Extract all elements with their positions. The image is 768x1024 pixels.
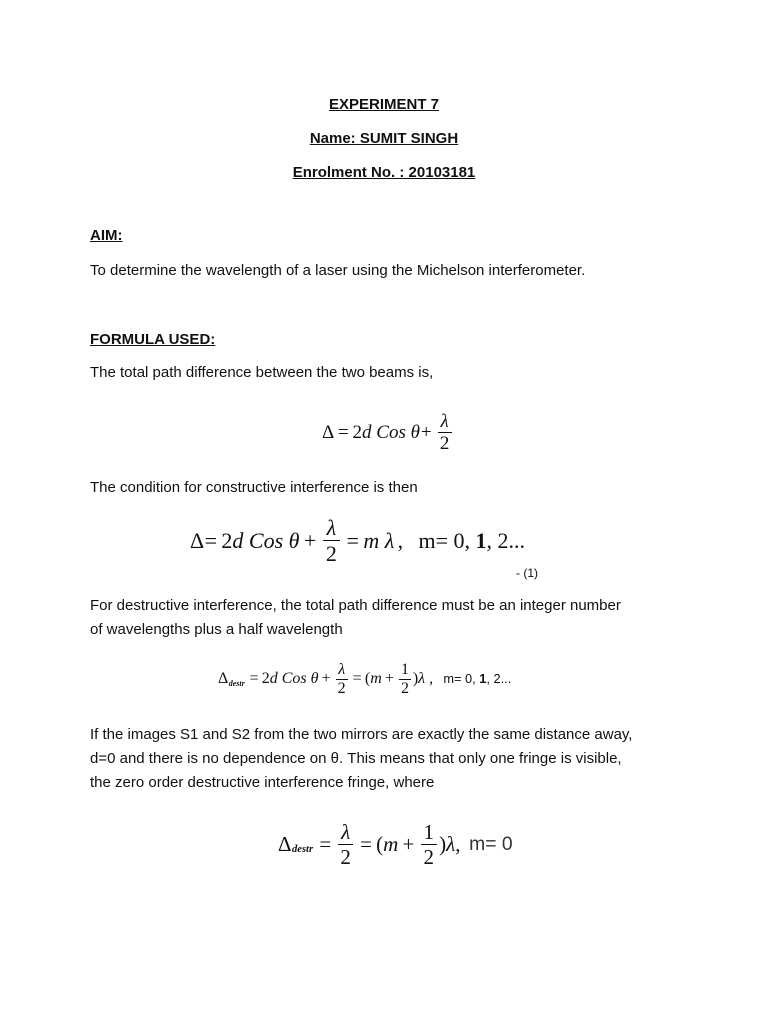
- plus-sign: +: [321, 670, 331, 688]
- destr-subscript: destr: [228, 678, 245, 688]
- equals-sign: =: [360, 832, 372, 857]
- equals-sign: =: [338, 422, 349, 444]
- condition-bold-one: 1: [479, 671, 487, 687]
- zero-order-intro-line-2: d=0 and there is no dependence on θ. This means that only one fringe is visible,: [90, 750, 622, 767]
- plus-sign: +: [420, 422, 432, 444]
- delta-symbol: Δ: [322, 422, 335, 444]
- comma: ,: [429, 670, 434, 688]
- aim-text: To determine the wavelength of a laser using the Michelson interferometer.: [90, 262, 586, 279]
- constructive-intro: The condition for constructive interference is then: [90, 479, 418, 496]
- equals-sign: =: [346, 527, 359, 553]
- fraction-numerator: λ: [341, 820, 351, 844]
- destr-subscript: destr: [292, 844, 314, 856]
- open-parenthesis: (: [376, 832, 384, 857]
- m-lambda-term: m λ: [363, 527, 395, 553]
- path-difference-intro: The total path difference between the two beams is,: [90, 364, 434, 381]
- enrolment-number: Enrolment No. : 20103181: [292, 164, 476, 181]
- order-variable: m: [370, 670, 382, 688]
- one-half-fraction: [421, 822, 437, 868]
- fraction-numerator: 1: [401, 661, 409, 678]
- fraction-numerator: λ: [440, 411, 449, 432]
- fraction-denominator: 2: [323, 540, 339, 564]
- equals-sign: =: [204, 527, 218, 553]
- lambda-half-fraction: [323, 517, 339, 565]
- fraction-denominator: 2: [421, 844, 437, 867]
- comma: ,: [455, 832, 461, 857]
- open-parenthesis: (: [364, 670, 371, 688]
- comma: ,: [397, 527, 404, 553]
- aim-heading: AIM:: [90, 227, 123, 244]
- order-variable: m: [383, 832, 399, 857]
- equals-sign: =: [319, 832, 332, 857]
- fraction-numerator: λ: [338, 661, 346, 678]
- coefficient: 2: [221, 527, 233, 553]
- plus-sign: +: [402, 832, 415, 857]
- fraction-denominator: 2: [401, 679, 409, 697]
- condition-suffix: , 2...: [486, 671, 512, 687]
- coefficient: 2: [352, 422, 363, 444]
- lambda-half-fraction: [438, 412, 452, 453]
- equals-sign: =: [352, 670, 362, 688]
- delta-symbol: Δ: [278, 832, 292, 857]
- cos-term: d Cos θ: [362, 422, 420, 444]
- lambda-half-fraction: [336, 662, 348, 697]
- order-condition: m= 0: [469, 834, 513, 856]
- experiment-title: EXPERIMENT 7: [328, 96, 440, 113]
- condition-prefix: m= 0,: [443, 671, 480, 687]
- one-half-fraction: [399, 662, 411, 697]
- equation-destructive: [218, 662, 511, 697]
- equation-number-label: - (1): [516, 566, 538, 580]
- zero-order-intro-line-3: the zero order destructive interference fringe, where: [90, 774, 435, 791]
- zero-order-intro-line-1: If the images S1 and S2 from the two mirrors are exactly the same distance away,: [90, 726, 633, 743]
- lambda-symbol: λ: [418, 670, 426, 688]
- student-name: Name: SUMIT SINGH: [309, 130, 459, 147]
- plus-sign: +: [303, 527, 317, 553]
- lambda-symbol: λ: [446, 832, 456, 857]
- fraction-denominator: 2: [338, 844, 354, 867]
- equation-path-difference: [322, 412, 454, 453]
- fraction-denominator: 2: [337, 679, 346, 697]
- condition-prefix: m= 0,: [418, 527, 476, 553]
- condition-suffix: , 2...: [486, 527, 525, 553]
- equals-sign: =: [249, 670, 259, 688]
- delta-symbol: Δ: [190, 527, 205, 553]
- condition-bold-one: 1: [475, 527, 487, 553]
- plus-sign: +: [384, 670, 394, 688]
- fraction-numerator: λ: [326, 515, 337, 540]
- cos-term: d Cos θ: [269, 670, 319, 688]
- destructive-intro-line-2: of wavelengths plus a half wavelength: [90, 621, 343, 638]
- formula-heading: FORMULA USED:: [90, 331, 216, 348]
- equation-constructive: [190, 517, 525, 565]
- close-parenthesis: ): [439, 832, 447, 857]
- cos-term: d Cos θ: [232, 527, 300, 553]
- order-condition: [418, 527, 525, 553]
- fraction-numerator: 1: [423, 820, 435, 844]
- close-parenthesis: ): [412, 670, 419, 688]
- delta-symbol: Δ: [218, 670, 229, 688]
- destructive-intro-line-1: For destructive interference, the total path difference must be an integer number: [90, 597, 621, 614]
- coefficient: 2: [261, 670, 270, 688]
- fraction-denominator: 2: [438, 432, 452, 453]
- lambda-half-fraction: [338, 822, 354, 868]
- equation-zero-order: [278, 822, 513, 868]
- order-condition: [443, 673, 511, 686]
